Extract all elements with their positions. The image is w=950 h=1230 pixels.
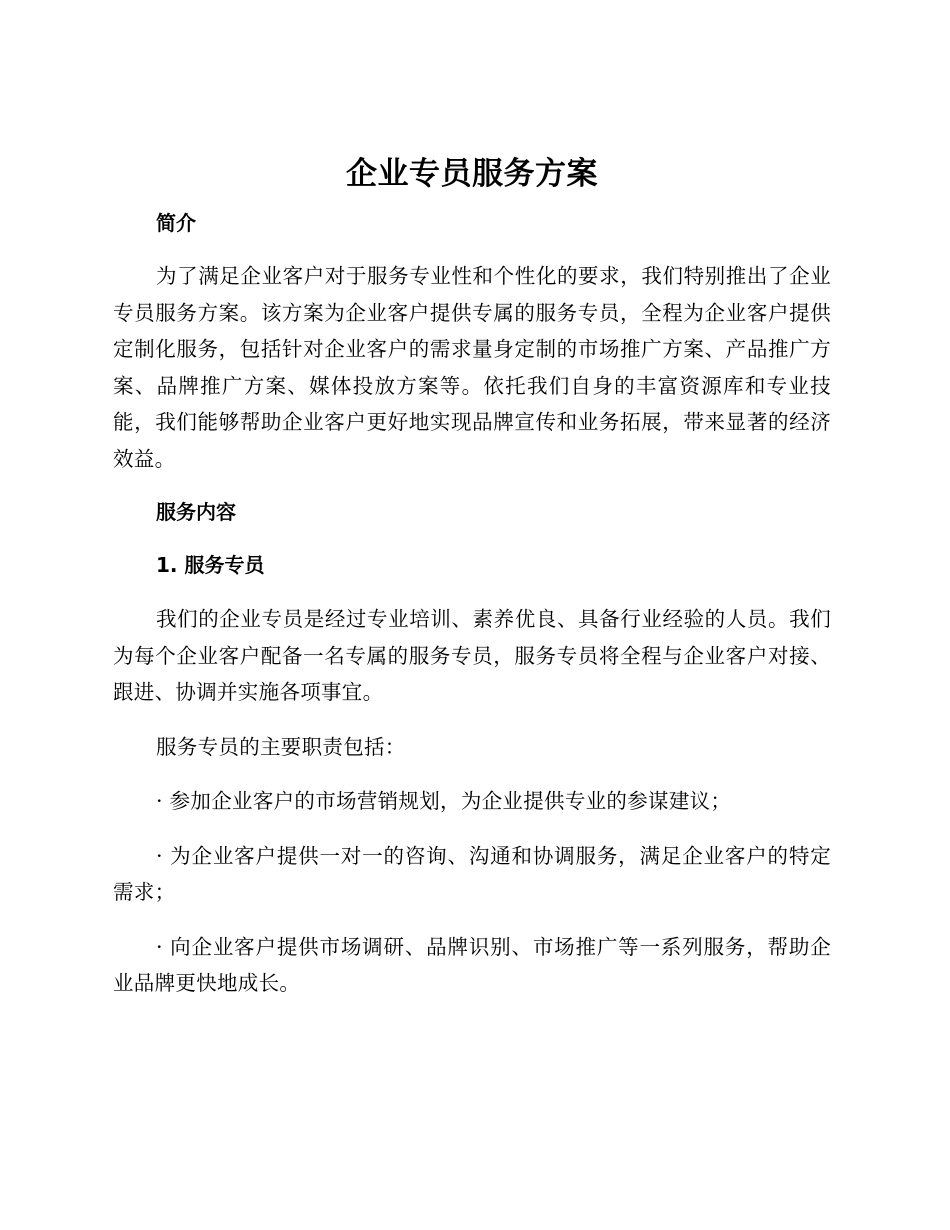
spacer (113, 765, 831, 783)
section-heading-service-content: 服务内容 (156, 500, 236, 524)
spacer (113, 240, 831, 258)
intro-paragraph: 为了满足企业客户对于服务专业性和个性化的要求，我们特别推出了企业专员服务方案。该方案为企业客户提供专属的服务专员，全程为企业客户提供定制化服务，包括针对企业客户的需求量身定制的市场推广方案、产品推广方案、品牌推广方案、媒体投放方案等。依托我们自身的丰富资源库和专业技能，我们能够帮助企业客户更好地实现品牌宣传和业务拓展，带来显著的经济效益。 (113, 264, 831, 471)
duty-item: · 为企业客户提供一对一的咨询、沟通和协调服务，满足企业客户的特定需求； (113, 843, 831, 904)
spacer (113, 911, 831, 929)
document-title: 企业专员服务方案 (346, 156, 598, 192)
service-specialist-paragraph: 我们的企业专员是经过专业培训、素养优良、具备行业经验的人员。我们为每个企业客户配备一名专属的服务专员，服务专员将全程与企业客户对接、跟进、协调并实施各项事宜。 (113, 607, 831, 704)
section-heading-intro: 简介 (156, 211, 196, 235)
duty-item: · 向企业客户提供市场调研、品牌识别、市场推广等一系列服务，帮助企业品牌更快地成长。 (113, 934, 831, 995)
spacer (113, 711, 831, 729)
duties-intro: 服务专员的主要职责包括： (156, 734, 406, 759)
duty-item: · 参加企业客户的市场营销规划，为企业提供专业的参谋建议； (156, 789, 732, 813)
spacer (113, 529, 831, 548)
subheading-service-specialist: 1. 服务专员 (156, 553, 265, 577)
spacer (113, 477, 831, 495)
spacer (113, 820, 831, 838)
spacer (113, 582, 831, 601)
document-body (113, 148, 831, 1002)
